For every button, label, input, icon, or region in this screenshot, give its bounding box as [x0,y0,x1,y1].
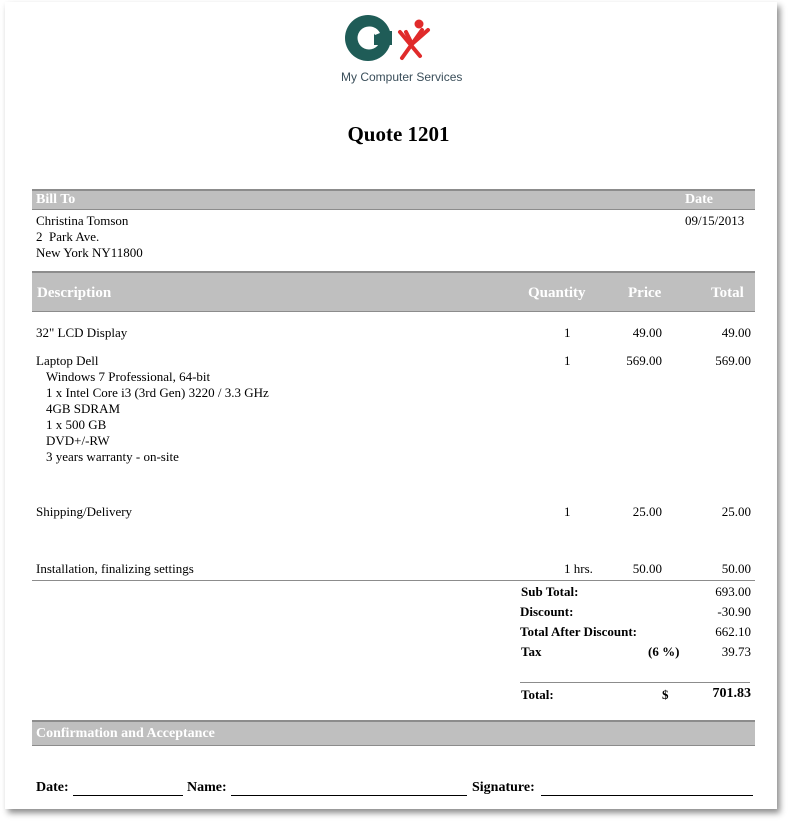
description-header: Description [37,285,112,301]
date-line [73,794,183,796]
item-detail: 4GB SDRAM [46,401,121,416]
quote-date: 09/15/2013 [685,213,745,228]
bill-to-name: Christina Tomson [36,213,129,228]
bill-to-address2: New York NY11800 [36,245,143,260]
price-header: Price [628,285,662,301]
item-price: 50.00 [632,561,662,576]
item-price: 49.00 [632,325,662,340]
discount-value: -30.90 [717,604,751,619]
item-description: 32" LCD Display [36,325,128,340]
subtotal-label: Sub Total: [521,584,579,599]
tax-value: 39.73 [721,644,751,659]
item-total: 25.00 [721,504,751,519]
name-line [231,794,467,796]
confirmation-header: Confirmation and Acceptance [36,726,215,741]
after-discount-label: Total After Discount: [520,624,637,639]
total-divider [520,682,750,683]
item-quantity: 1 hrs. [564,561,593,576]
company-name: My Computer Services [341,70,463,84]
total-label: Total: [521,687,554,702]
items-divider [32,580,755,581]
quote-title: Quote 1201 [347,122,450,146]
name-label: Name: [187,780,227,795]
item-total: 50.00 [721,561,751,576]
total-value: 701.83 [712,686,751,701]
date-header: Date [685,192,713,207]
item-total: 569.00 [715,353,751,368]
item-quantity: 1 [564,504,571,519]
confirmation-header-bar [32,720,755,746]
item-detail: 1 x 500 GB [46,417,107,432]
signature-label: Signature: [472,780,535,795]
subtotal-value: 693.00 [715,584,751,599]
item-quantity: 1 [564,353,571,368]
bill-to-header: Bill To [36,192,76,207]
item-detail: Windows 7 Professional, 64-bit [46,369,211,384]
item-detail: 3 years warranty - on-site [46,449,179,464]
tax-label: Tax [521,644,542,659]
item-description: Shipping/Delivery [36,504,133,519]
quantity-header: Quantity [528,285,586,301]
discount-label: Discount: [520,604,574,619]
currency-symbol: $ [662,687,669,702]
after-discount-value: 662.10 [715,624,751,639]
tax-rate: (6 %) [648,644,680,659]
signature-line [541,794,753,796]
item-price: 25.00 [632,504,662,519]
date-label: Date: [36,780,69,795]
total-header: Total [711,285,744,301]
item-quantity: 1 [564,325,571,340]
item-price: 569.00 [626,353,662,368]
bill-to-address1: 2 Park Ave. [36,229,100,244]
item-detail: 1 x Intel Core i3 (3rd Gen) 3220 / 3.3 GHz [46,385,269,400]
bill-to-header-bar [32,189,755,210]
item-description: Laptop Dell [36,353,99,368]
items-header-bar [32,271,755,312]
item-description: Installation, finalizing settings [36,561,194,576]
item-total: 49.00 [721,325,751,340]
item-detail: DVD+/-RW [46,433,110,448]
